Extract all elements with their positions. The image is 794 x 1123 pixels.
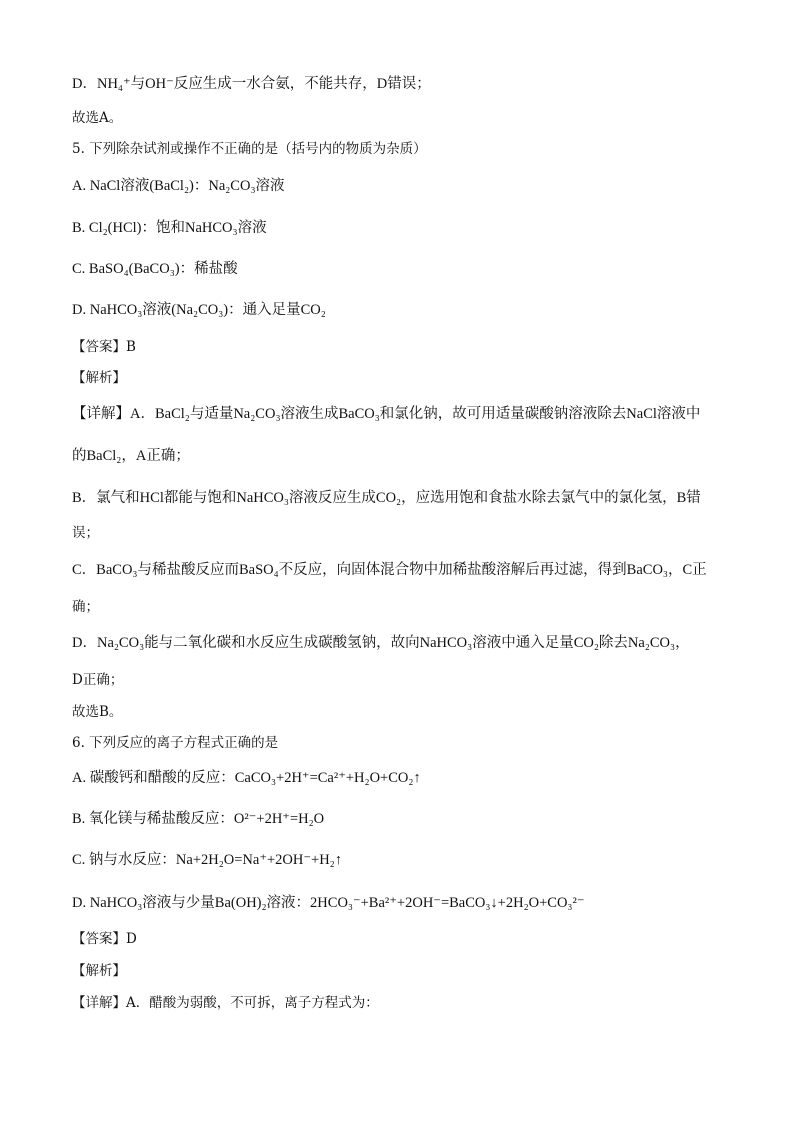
q5-detail-b-line1: B．氯气和HCl都能与饱和NaHCO₃溶液反应生成CO₂，应选用饱和食盐水除去氯气中的氯化氢，B错: [72, 490, 701, 506]
q5-detail-a-line2: 的BaCl₂，A正确；: [72, 448, 190, 464]
q5-option-a: A. NaCl溶液(BaCl₂)：Na₂CO₃溶液: [72, 178, 285, 194]
q5-detail-a-line1: 【详解】A．BaCl₂与适量Na₂CO₃溶液生成BaCO₃和氯化钠，故可用适量碳酸钠溶液除去NaCl溶液中: [72, 406, 701, 422]
q5-analysis-label: 【解析】: [72, 370, 126, 386]
q5-conclusion: 故选B。: [72, 704, 123, 720]
prev-conclusion: 故选A。: [72, 110, 123, 126]
q6-option-a: A. 碳酸钙和醋酸的反应：CaCO₃+2H⁺=Ca²⁺+H₂O+CO₂↑: [72, 770, 421, 786]
q6-detail-start: 【详解】A．醋酸为弱酸，不可拆，离子方程式为：: [72, 995, 379, 1011]
q5-detail-d-line1: D．Na₂CO₃能与二氧化碳和水反应生成碳酸氢钠，故向NaHCO₃溶液中通入足量CO₂除去Na₂CO₃，: [72, 635, 690, 651]
q5-stem: 5. 下列除杂试剂或操作不正确的是（括号内的物质为杂质）: [72, 141, 427, 157]
q6-option-d: D. NaHCO₃溶液与少量Ba(OH)₂溶液：2HCO₃⁻+Ba²⁺+2OH⁻=BaCO₃↓+2H₂O+CO₃²⁻: [72, 895, 585, 911]
prev-option-d-analysis: D．NH₄⁺与OH⁻反应生成一水合氨，不能共存，D错误；: [72, 76, 431, 92]
q5-detail-c-line2: 确；: [72, 599, 99, 615]
q5-option-b: B. Cl₂(HCl)：饱和NaHCO₃溶液: [72, 220, 267, 236]
q6-option-c: C. 钠与水反应：Na+2H₂O=Na⁺+2OH⁻+H₂↑: [72, 852, 342, 868]
q6-option-b: B. 氧化镁与稀盐酸反应：O²⁻+2H⁺=H₂O: [72, 811, 325, 827]
q5-answer: 【答案】B: [72, 339, 136, 355]
q5-detail-d-line2: D正确；: [72, 672, 124, 688]
q6-answer: 【答案】D: [72, 931, 137, 947]
q5-option-c: C. BaSO₄(BaCO₃)：稀盐酸: [72, 261, 238, 277]
q5-detail-b-line2: 误；: [72, 525, 99, 541]
q5-option-d: D. NaHCO₃溶液(Na₂CO₃)：通入足量CO₂: [72, 302, 326, 318]
q6-analysis-label: 【解析】: [72, 963, 126, 979]
q6-stem: 6. 下列反应的离子方程式正确的是: [72, 735, 279, 751]
q5-detail-c-line1: C．BaCO₃与稀盐酸反应而BaSO₄不反应，向固体混合物中加稀盐酸溶解后再过滤，得到BaCO₃，C正: [72, 562, 707, 578]
